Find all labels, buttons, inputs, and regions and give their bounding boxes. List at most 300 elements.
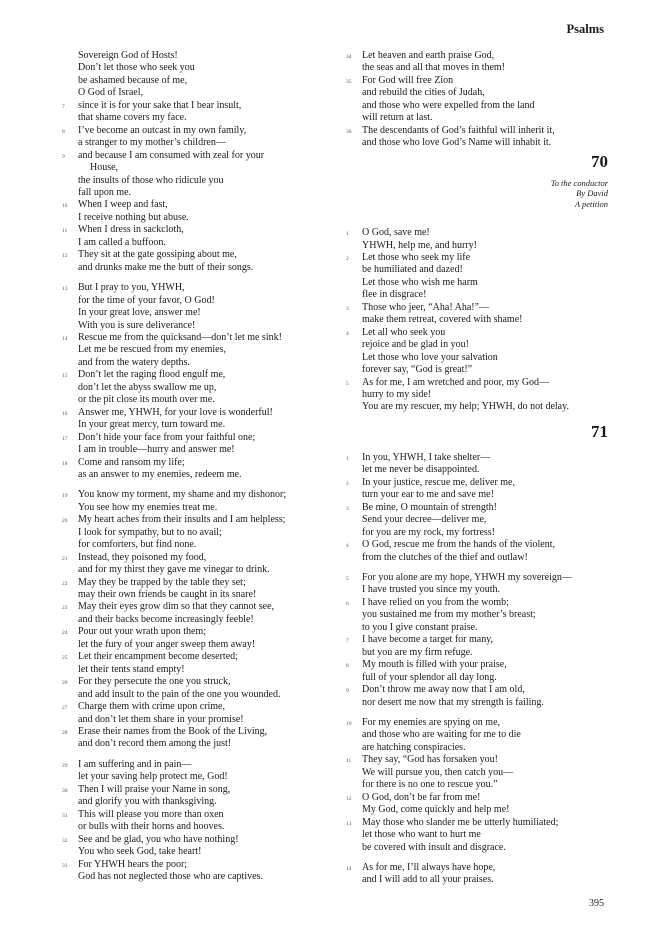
verse-line (62, 796, 324, 808)
verse-line (62, 626, 324, 638)
verse-text: I have trusted you since my youth. (362, 584, 501, 596)
verse-line (346, 477, 608, 489)
verse-line (62, 150, 324, 162)
verse-line (62, 62, 324, 74)
verse-number: 29 (62, 762, 68, 769)
verse-line (62, 137, 324, 149)
verse-number: 13 (346, 820, 352, 827)
verse-text: Sovereign God of Hosts! (78, 50, 178, 61)
verse-text: Be mine, O mountain of strength! (362, 501, 497, 513)
verse-line (346, 779, 608, 791)
superscription-line: A petition (574, 198, 608, 209)
verse-text: don’t let the abyss swallow me up, (78, 381, 217, 393)
verse-text: You are my rescuer, my help; YHWH, do not delay. (362, 401, 569, 413)
verse-text: Don’t let the raging flood engulf me, (78, 369, 226, 381)
verse-text: You see how my enemies treat me. (78, 501, 218, 513)
verse-text: They sit at the gate gossiping about me, (78, 249, 237, 261)
verse-line (62, 771, 324, 783)
verse-line (346, 792, 608, 804)
verse-text: Don’t throw me away now that I am old, (362, 684, 525, 696)
verse-text: When I weep and fast, (78, 199, 168, 211)
verse-text: be ashamed because of me, (78, 74, 188, 86)
verse-line (346, 264, 608, 276)
verse-line (346, 100, 608, 112)
verse-text: In your great mercy, turn toward me. (78, 419, 226, 431)
verse-line (62, 809, 324, 821)
verse-line (346, 634, 608, 646)
verse-line (62, 87, 324, 99)
verse-line (62, 224, 324, 236)
verse-text: and those who are waiting for me to die (362, 729, 521, 741)
verse-line (346, 227, 608, 239)
verse-number: 15 (62, 373, 68, 380)
verse-number: 36 (346, 128, 352, 135)
verse-line (62, 639, 324, 651)
right-column (346, 50, 608, 887)
verse-number: 7 (346, 638, 349, 645)
verse-line (62, 332, 324, 344)
superscription-line: By David (576, 188, 608, 199)
verse-line (62, 514, 324, 526)
left-column (62, 50, 324, 883)
verse-number: 33 (62, 862, 68, 869)
verse-number: 3 (346, 305, 349, 312)
psalm-number-71: 71 (591, 421, 608, 441)
verse-line (346, 742, 608, 754)
verse-line (346, 339, 608, 351)
verse-text: and don’t record them among the just! (78, 738, 232, 750)
verse-text: you sustained me from my mother’s breast; (362, 609, 536, 621)
verse-text: Those who jeer, “Aha! Aha!”— (362, 301, 490, 313)
verse-text: In you, YHWH, I take shelter— (362, 451, 491, 463)
verse-number: 12 (346, 795, 352, 802)
verse-text: I have become a target for many, (362, 634, 494, 646)
verse-number: 5 (346, 576, 349, 582)
verse-text: for there is no one to rescue you.” (362, 779, 498, 791)
verse-line (346, 137, 608, 149)
verse-line (62, 320, 324, 332)
verse-number: 11 (346, 758, 352, 765)
verse-text: let me never be disappointed. (362, 464, 480, 476)
stanza-break (346, 709, 608, 717)
verse-text: For you alone are my hope, YHWH my sovereign— (362, 572, 572, 583)
verse-number: 31 (62, 812, 68, 819)
verse-line (62, 212, 324, 224)
verse-line (62, 369, 324, 381)
verse-line (346, 717, 608, 729)
verse-line (62, 444, 324, 456)
stanza-break (346, 854, 608, 862)
verse-line (62, 262, 324, 274)
verse-text: In your great love, answer me! (78, 307, 201, 319)
verse-text: Charge them with crime upon crime, (78, 701, 225, 713)
verse-number: 10 (346, 720, 352, 727)
verse-line (346, 327, 608, 339)
verse-number: 19 (62, 493, 68, 500)
verse-text: since it is for your sake that I bear insult, (78, 99, 242, 111)
verse-text: For they persecute the one you struck, (78, 676, 231, 688)
verse-number: 1 (346, 455, 349, 462)
verse-text: You know my torment, my shame and my dishonor; (78, 489, 287, 501)
verse-line (346, 401, 608, 413)
verse-line (346, 539, 608, 551)
verse-text: or bulls with their horns and hooves. (78, 821, 225, 833)
verse-text: O God, rescue me from the hands of the violent, (362, 539, 556, 551)
verse-text: and add insult to the pain of the one you wounded. (78, 688, 281, 700)
verse-line (62, 50, 324, 62)
verse-text: turn your ear to me and save me! (362, 489, 494, 501)
verse-line (346, 302, 608, 314)
verse-text: and those who love God’s Name will inhabit it. (362, 137, 552, 149)
verse-text: As for me, I’ll always have hope, (362, 861, 496, 873)
verse-text: hurry to my side! (362, 389, 432, 401)
verse-text: full of your splendor all day long. (362, 671, 497, 683)
verse-number: 23 (62, 605, 68, 612)
stanza-break (346, 564, 608, 572)
running-title: Psalms (566, 22, 604, 36)
verse-text: I am in trouble—hurry and answer me! (78, 444, 235, 456)
verse-line (62, 295, 324, 307)
verse-line (62, 407, 324, 419)
verse-text: Don’t let those who seek you (78, 62, 195, 74)
verse-line (62, 75, 324, 87)
verse-text: Let their encampment become deserted; (78, 651, 238, 663)
verse-line (346, 729, 608, 741)
verse-text: but you are my firm refuge. (362, 646, 473, 658)
verse-number: 9 (62, 153, 65, 160)
psalm-71-text (346, 452, 608, 887)
verse-number: 16 (62, 410, 68, 417)
verse-line (62, 489, 324, 501)
verse-text: to you I give constant praise. (362, 621, 478, 633)
verse-line (346, 767, 608, 779)
verse-number: 8 (346, 663, 349, 670)
verse-text: May those who slander me be utterly humiliated; (362, 816, 559, 828)
psalm-70-superscription (346, 178, 608, 210)
verse-line (62, 846, 324, 858)
verse-text: YHWH, help me, and hurry! (362, 239, 477, 251)
verse-line (346, 874, 608, 886)
verse-line (62, 689, 324, 701)
verse-number: 24 (62, 630, 68, 637)
verse-text: Let those who seek my life (362, 252, 471, 264)
verse-text: For God will free Zion (362, 74, 454, 86)
verse-line (62, 564, 324, 576)
verse-line (62, 589, 324, 601)
verse-text: O God, don’t be far from me! (362, 791, 481, 803)
verse-line (346, 817, 608, 829)
verse-text: I’ve become an outcast in my own family, (78, 124, 247, 136)
verse-text: O God of Israel, (78, 87, 143, 99)
verse-line (346, 377, 608, 389)
verse-text: Answer me, YHWH, for your love is wonderful! (78, 406, 273, 418)
verse-number: 14 (62, 335, 68, 342)
verse-number: 34 (346, 54, 352, 60)
verse-line (62, 871, 324, 883)
verse-number: 5 (346, 380, 349, 387)
verse-number: 26 (62, 680, 68, 687)
verse-line (62, 726, 324, 738)
verse-line (346, 829, 608, 841)
verse-line (62, 577, 324, 589)
verse-line (62, 357, 324, 369)
verse-text: As for me, I am wretched and poor, my God— (362, 376, 550, 388)
verse-line (62, 344, 324, 356)
verse-line (346, 584, 608, 596)
verse-text: Let heaven and earth praise God, (362, 50, 495, 61)
verse-number: 7 (62, 103, 65, 110)
verse-line (346, 804, 608, 816)
verse-line (62, 382, 324, 394)
verse-text: for the time of your favor, O God! (78, 294, 215, 306)
verse-text: and I will add to all your praises. (362, 874, 494, 886)
verse-text: My mouth is filled with your praise, (362, 659, 507, 671)
verse-line (346, 364, 608, 376)
verse-text: rejoice and be glad in you! (362, 339, 469, 351)
verse-text: let those who want to hurt me (362, 829, 481, 841)
verse-text: be covered with insult and disgrace. (362, 841, 506, 853)
verse-text: Then I will praise your Name in song, (78, 783, 231, 795)
verse-line (346, 842, 608, 854)
verse-text: See and be glad, you who have nothing! (78, 833, 239, 845)
verse-line (346, 62, 608, 74)
verse-line (346, 647, 608, 659)
verse-line (62, 552, 324, 564)
verse-number: 27 (62, 705, 68, 712)
verse-text: will return at last. (362, 112, 433, 124)
verse-line (62, 162, 324, 174)
verse-text: Instead, they poisoned my food, (78, 551, 207, 563)
verse-text: I look for sympathy, but to no avail; (78, 526, 222, 538)
verse-number: 28 (62, 730, 68, 737)
stanza-break (62, 274, 324, 282)
verse-number: 12 (62, 253, 68, 260)
verse-text: May they be trapped by the table they set; (78, 576, 246, 588)
verse-text: and those who were expelled from the land (362, 99, 535, 111)
verse-text: Let all who seek you (362, 326, 446, 338)
verse-line (346, 697, 608, 709)
verse-text: In your justice, rescue me, deliver me, (362, 476, 515, 488)
verse-line (346, 572, 608, 584)
stanza-break (62, 751, 324, 759)
verse-text: Rescue me from the quicksand—don’t let me sink! (78, 331, 282, 343)
verse-line (346, 125, 608, 137)
verse-line (62, 539, 324, 551)
verse-line (62, 457, 324, 469)
verse-line (62, 714, 324, 726)
verse-number: 2 (346, 256, 349, 263)
verse-text: and because I am consumed with zeal for your (78, 149, 265, 161)
verse-line (346, 389, 608, 401)
verse-line (62, 394, 324, 406)
verse-text: let your saving help protect me, God! (78, 771, 228, 783)
verse-number: 17 (62, 435, 68, 442)
verse-text: This will please you more than oxen (78, 808, 224, 820)
verse-line (346, 552, 608, 564)
verse-text: You who seek God, take heart! (78, 846, 202, 858)
verse-text: a stranger to my mother’s children— (78, 137, 226, 149)
verse-number: 4 (346, 543, 349, 550)
verse-text: Come and ransom my life; (78, 456, 185, 468)
verse-line (62, 100, 324, 112)
verse-text: fall upon me. (78, 186, 132, 198)
verse-line (346, 672, 608, 684)
verse-number: 9 (346, 688, 349, 695)
verse-line (346, 87, 608, 99)
verse-text: When I dress in sackcloth, (78, 224, 184, 236)
verse-line (62, 502, 324, 514)
verse-text: let their tents stand empty! (78, 663, 185, 675)
verse-text: God has not neglected those who are captives. (78, 871, 263, 882)
verse-line (62, 821, 324, 833)
verse-line (62, 282, 324, 294)
psalm-69-ending (346, 50, 608, 150)
verse-text: They say, “God has forsaken you! (362, 754, 498, 766)
stanza-break (62, 481, 324, 489)
verse-number: 21 (62, 555, 68, 562)
verse-text: For YHWH hears the poor; (78, 858, 188, 870)
verse-line (346, 252, 608, 264)
verse-text: the seas and all that moves in them! (362, 62, 506, 74)
verse-line (346, 314, 608, 326)
verse-text: or the pit close its mouth over me. (78, 394, 215, 406)
verse-text: I receive nothing but abuse. (78, 211, 189, 223)
verse-text: I am called a buffoon. (78, 236, 166, 248)
verse-line (62, 834, 324, 846)
verse-text: With you is sure deliverance! (78, 319, 196, 331)
verse-text: may their own friends be caught in its snare! (78, 589, 257, 601)
verse-text: I have relied on you from the womb; (362, 596, 509, 608)
verse-line (62, 601, 324, 613)
verse-line (346, 50, 608, 62)
verse-text: and rebuild the cities of Judah, (362, 87, 485, 99)
page-number: 395 (589, 898, 604, 909)
verse-line (62, 125, 324, 137)
verse-line (346, 464, 608, 476)
verse-number: 35 (346, 78, 352, 85)
verse-line (346, 489, 608, 501)
verse-text: for comforters, but find none. (78, 539, 197, 551)
verse-text: and drunks make me the butt of their songs. (78, 261, 254, 273)
verse-line (62, 784, 324, 796)
verse-number: 3 (346, 505, 349, 512)
verse-number: 18 (62, 460, 68, 467)
verse-line (62, 701, 324, 713)
verse-line (346, 75, 608, 87)
verse-number: 20 (62, 518, 68, 525)
verse-line (62, 187, 324, 199)
verse-line (62, 676, 324, 688)
verse-text: and their backs become increasingly feeble! (78, 613, 254, 625)
verse-text: and don’t let them share in your promise! (78, 713, 244, 725)
verse-line (346, 862, 608, 874)
verse-line (346, 502, 608, 514)
verse-text: We will pursue you, then catch you— (362, 766, 514, 778)
verse-line (346, 622, 608, 634)
verse-line (62, 469, 324, 481)
verse-text: and for my thirst they gave me vinegar to drink. (78, 564, 270, 576)
verse-line (346, 609, 608, 621)
verse-line (62, 237, 324, 249)
verse-number: 32 (62, 837, 68, 844)
verse-text: May their eyes grow dim so that they cannot see, (78, 601, 275, 613)
verse-line (62, 651, 324, 663)
verse-number: 14 (346, 865, 352, 872)
verse-text: and from the watery depths. (78, 356, 190, 368)
verse-text: House, (90, 162, 119, 174)
verse-text: The descendants of God’s faithful will inherit it, (362, 124, 555, 136)
verse-text: for you are my rock, my fortress! (362, 526, 496, 538)
verse-text: Don’t hide your face from your faithful one; (78, 431, 256, 443)
psalm-number-70: 70 (591, 151, 608, 171)
verse-number: 4 (346, 330, 349, 337)
verse-text: the insults of those who ridicule you (78, 174, 224, 186)
verse-text: Erase their names from the Book of the Living, (78, 726, 268, 738)
verse-line (62, 614, 324, 626)
verse-text: let the fury of your anger sweep them away! (78, 638, 256, 650)
verse-line (62, 307, 324, 319)
verse-line (62, 664, 324, 676)
verse-text: from the clutches of the thief and outlaw! (362, 551, 528, 563)
verse-number: 25 (62, 655, 68, 662)
verse-text: Pour out your wrath upon them; (78, 626, 207, 638)
verse-number: 30 (62, 787, 68, 794)
verse-text: as an answer to my enemies, redeem me. (78, 468, 242, 480)
verse-line (346, 112, 608, 124)
verse-number: 13 (62, 286, 68, 293)
verse-line (62, 175, 324, 187)
verse-line (62, 527, 324, 539)
verse-text: be humiliated and dazed! (362, 264, 463, 276)
verse-text: My God, come quickly and help me! (362, 804, 510, 816)
verse-number: 11 (62, 228, 68, 235)
verse-text: O God, save me! (362, 227, 430, 239)
verse-number: 1 (346, 231, 349, 238)
verse-text: flee in disgrace! (362, 289, 427, 301)
verse-text: that shame covers my face. (78, 112, 187, 124)
verse-line (62, 112, 324, 124)
verse-line (346, 452, 608, 464)
verse-line (346, 527, 608, 539)
verse-line (62, 859, 324, 871)
verse-line (346, 659, 608, 671)
verse-text: Send your decree—deliver me, (362, 514, 487, 526)
verse-text: are hatching conspiracies. (362, 741, 466, 753)
superscription-line: To the conductor (550, 177, 608, 188)
verse-line (346, 277, 608, 289)
verse-line (346, 754, 608, 766)
verse-text: My heart aches from their insults and I am helpless; (78, 514, 286, 526)
verse-text: make them retreat, covered with shame! (362, 314, 523, 326)
verse-line (62, 759, 324, 771)
verse-number: 8 (62, 128, 65, 135)
verse-line (346, 684, 608, 696)
verse-text: Let those who wish me harm (362, 276, 478, 288)
verse-line (346, 514, 608, 526)
verse-line (346, 289, 608, 301)
verse-text: For my enemies are spying on me, (362, 716, 501, 728)
verse-text: forever say, “God is great!” (362, 364, 473, 376)
verse-text: Let me be rescued from my enemies, (78, 344, 226, 356)
verse-number: 2 (346, 480, 349, 487)
verse-line (346, 597, 608, 609)
psalm-70-text (346, 227, 608, 414)
verse-text: I am suffering and in pain— (78, 758, 192, 770)
verse-number: 6 (346, 600, 349, 607)
verse-line (62, 738, 324, 750)
verse-line (62, 419, 324, 431)
verse-line (62, 199, 324, 211)
